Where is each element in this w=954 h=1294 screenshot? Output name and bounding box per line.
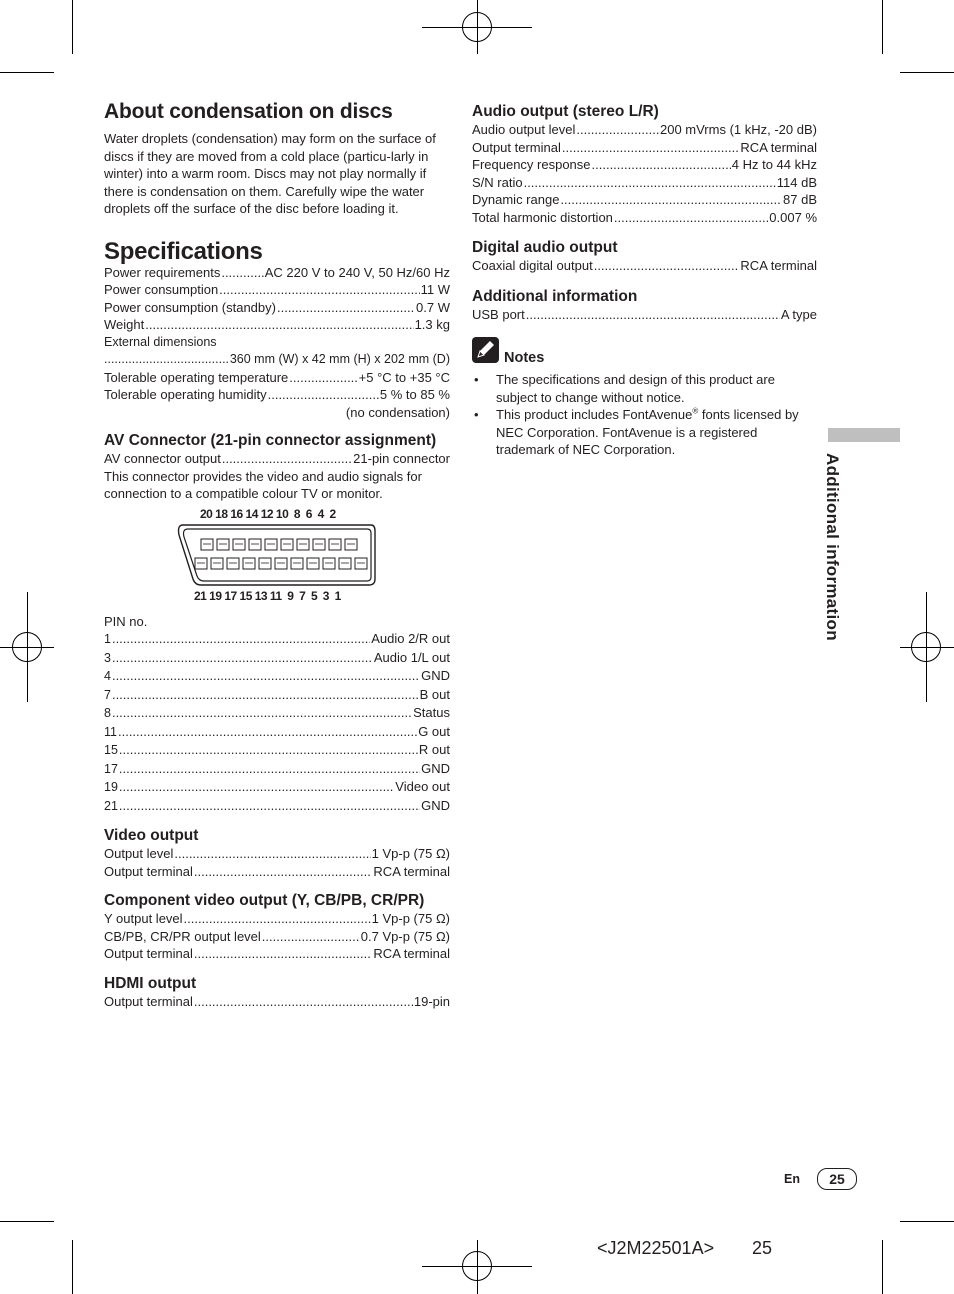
right-column <box>472 103 817 323</box>
spec-row <box>104 404 450 422</box>
spec-row: Frequency response ..... 4 Hz to 44 kHz <box>472 156 817 174</box>
spec-row: CB/PB, CR/PR output level ..... 0.7 Vp-p (75 Ω) <box>104 928 450 946</box>
spec-row <box>104 386 450 404</box>
spec-row <box>104 369 450 387</box>
spec-row: USB port ..... A type <box>472 306 817 324</box>
spec-label: Power consumption (standby) <box>104 299 276 315</box>
spec-value: 360 mm (W) x 42 mm (H) x 202 mm (D) <box>229 352 450 366</box>
spec-row: Dynamic range ..... 87 dB <box>472 191 817 209</box>
spec-row <box>104 264 450 282</box>
spec-row: Output level ..... 1 Vp-p (75 Ω) <box>104 845 450 863</box>
spec-value: 0.7 W <box>416 299 450 315</box>
spec-row: Output terminal ..... RCA terminal <box>104 945 450 963</box>
component-output-title: Component video output (Y, CB/PB, CR/PR) <box>104 892 425 909</box>
crop-mark <box>900 1221 954 1222</box>
digital-audio-title: Digital audio output <box>472 239 618 256</box>
spec-row <box>104 351 450 369</box>
spec-value: AC 220 V to 240 V, 50 Hz/60 Hz <box>264 264 450 280</box>
pin-row: 4 ..... GND <box>104 667 450 686</box>
spec-value: 1.3 kg <box>414 317 450 332</box>
registration-mark-icon <box>462 12 492 42</box>
audio-output-title: Audio output (stereo L/R) <box>472 103 659 120</box>
spec-row: Coaxial digital output ..... RCA terminal <box>472 257 817 275</box>
specs-list <box>104 264 450 422</box>
spec-row: Audio output level ..... 200 mVrms (1 kHz, -20 dB) <box>472 121 817 139</box>
pin-row: 15 ..... R out <box>104 741 450 760</box>
pin-no-label: PIN no. <box>104 613 148 629</box>
spec-value: 21-pin connector <box>353 451 450 466</box>
spec-row <box>104 299 450 317</box>
spec-row <box>104 316 450 334</box>
pin-row: 8 ..... Status <box>104 704 450 723</box>
pin-row: 19 ..... Video out <box>104 778 450 797</box>
spec-label: Power requirements <box>104 264 221 280</box>
scart-connector-icon <box>177 523 377 587</box>
pin-row: 21 ..... GND <box>104 797 450 816</box>
spec-row: Output terminal ..... 19-pin <box>104 993 450 1011</box>
left-column <box>104 100 450 1010</box>
crop-mark <box>900 72 954 73</box>
side-tab-marker <box>828 428 900 442</box>
list-item: • This product includes FontAvenue® fonts licensed by NEC Corporation. FontAvenue is a registered trademark of NEC Corporation. <box>474 406 799 457</box>
spec-row <box>104 334 450 352</box>
spec-label: Weight <box>104 317 145 332</box>
crop-mark <box>882 0 883 54</box>
av-connector-desc: This connector provides the video and audio signals for connection to a compatible colour TV or monitor. <box>104 468 422 501</box>
notes-title: Notes <box>504 350 545 366</box>
crop-mark <box>72 1240 73 1294</box>
condensation-title: About condensation on discs <box>104 100 393 123</box>
list-item: • The specifications and design of this product are subject to change without notice. <box>474 372 775 405</box>
additional-info-title: Additional information <box>472 287 638 305</box>
crop-mark <box>72 0 73 54</box>
pencil-note-icon <box>472 337 499 363</box>
spec-row: Output terminal ..... RCA terminal <box>472 139 817 157</box>
crop-mark <box>0 72 54 73</box>
document-code: <J2M22501A> <box>597 1238 715 1258</box>
pin-row: 11 ..... G out <box>104 723 450 742</box>
registration-mark-icon <box>462 1251 492 1281</box>
spec-row: Output terminal ..... RCA terminal <box>104 863 450 881</box>
spec-label: External dimensions <box>104 334 217 349</box>
pin-row: 7 ..... B out <box>104 686 450 705</box>
spec-label: Tolerable operating humidity <box>104 387 267 402</box>
registration-mark-icon <box>12 632 42 662</box>
hdmi-output-title: HDMI output <box>104 974 197 992</box>
spec-label: AV connector output <box>104 451 221 466</box>
av-connector-title: AV Connector (21-pin connector assignment) <box>104 432 437 449</box>
crop-mark <box>882 1240 883 1294</box>
side-tab-label: Additional information <box>823 453 842 641</box>
spec-row <box>104 281 450 299</box>
spec-value: 11 W <box>420 282 450 297</box>
spec-value: 5 % to 85 % <box>379 387 450 402</box>
spec-row: S/N ratio ..... 114 dB <box>472 174 817 192</box>
notes-list <box>472 371 802 459</box>
spec-value: +5 °C to +35 °C <box>358 369 450 385</box>
registration-mark-icon <box>911 632 941 662</box>
spec-label: Power consumption <box>104 282 219 297</box>
pin-row: 17 ..... GND <box>104 760 450 779</box>
crop-mark <box>0 1221 54 1222</box>
specifications-title: Specifications <box>104 237 263 265</box>
page-number: 25 <box>817 1168 857 1190</box>
document-page: 25 <box>752 1238 773 1258</box>
pin-row: 1 ..... Audio 2/R out <box>104 630 450 649</box>
spec-row <box>104 450 450 468</box>
spec-value: (no condensation) <box>345 404 450 420</box>
pin-row: 3 ..... Audio 1/L out <box>104 649 450 668</box>
pin-list <box>104 630 450 815</box>
condensation-body: Water droplets (condensation) may form on the surface of discs if they are moved from a cold place (particu-larly in winter) into a warm room. Discs may not play normally if there is condensation on them. Carefully wipe the water droplets off the surface of the disc before loading it. <box>104 131 436 216</box>
scart-diagram <box>104 507 450 607</box>
scart-top-pin-numbers: 20 18 16 14 12 10 8 6 4 2 <box>200 506 336 521</box>
language-label: En <box>784 1172 800 1186</box>
spec-label: Tolerable operating temperature <box>104 369 289 385</box>
spec-row: Total harmonic distortion ..... 0.007 % <box>472 209 817 227</box>
scart-bottom-pin-numbers: 21 19 17 15 13 11 9 7 5 3 1 <box>194 588 341 603</box>
spec-row: Y output level ..... 1 Vp-p (75 Ω) <box>104 910 450 928</box>
video-output-title: Video output <box>104 827 199 844</box>
